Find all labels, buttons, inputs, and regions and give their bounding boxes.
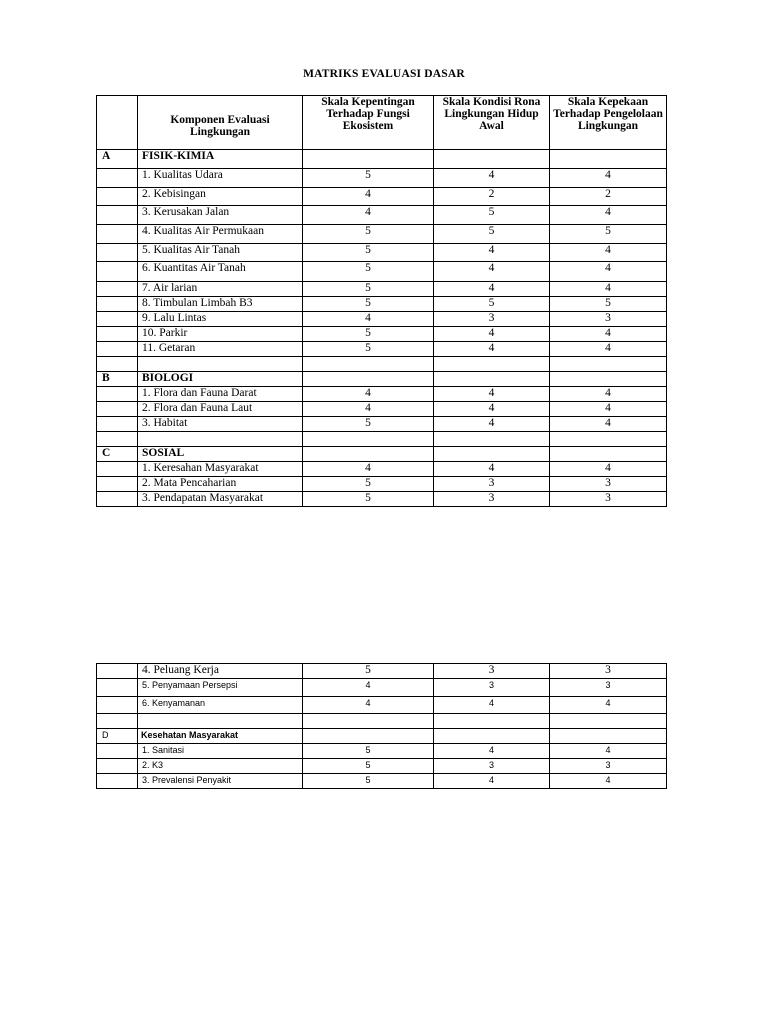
kepekaan-value: 4 [550,262,667,282]
kepekaan-value [550,372,667,387]
row-label: 2. Flora dan Fauna Laut [138,402,303,417]
table-row [97,206,667,225]
kondisi-value: 4 [434,402,550,417]
row-label: 2. K3 [138,759,303,774]
row-code [97,188,138,206]
row-code [97,297,138,312]
section-row [97,447,667,462]
kondisi-value [434,357,550,372]
row-label: 8. Timbulan Limbah B3 [138,297,303,312]
kondisi-value: 5 [434,225,550,244]
row-code [97,262,138,282]
row-label: 7. Air larian [138,282,303,297]
kepentingan-value: 4 [303,679,434,697]
row-label: 1. Keresahan Masyarakat [138,462,303,477]
kepentingan-value: 5 [303,297,434,312]
row-code [97,664,138,679]
kondisi-value: 4 [434,387,550,402]
row-code [97,225,138,244]
row-label: 6. Kuantitas Air Tanah [138,262,303,282]
kepekaan-value [550,729,667,744]
kepentingan-value: 5 [303,327,434,342]
header-komponen: Komponen Evaluasi Lingkungan [138,96,303,150]
evaluation-matrix-table-continued [96,663,667,789]
table-row [97,342,667,357]
blank-row [97,357,667,372]
row-code: C [97,447,138,462]
row-label: 11. Getaran [138,342,303,357]
kepekaan-value [550,714,667,729]
kondisi-value [434,447,550,462]
table-row [97,492,667,507]
kondisi-value: 3 [434,312,550,327]
kepentingan-value: 4 [303,462,434,477]
kepentingan-value: 5 [303,244,434,262]
table-row [97,679,667,697]
row-label: 1. Kualitas Udara [138,169,303,188]
row-code [97,492,138,507]
table-row [97,225,667,244]
row-label: 3. Prevalensi Penyakit [138,774,303,789]
row-label [138,714,303,729]
kepekaan-value: 3 [550,492,667,507]
evaluation-matrix-table [96,95,667,507]
row-code [97,312,138,327]
row-code [97,282,138,297]
kepentingan-value: 5 [303,262,434,282]
kepentingan-value: 4 [303,387,434,402]
row-label: 10. Parkir [138,327,303,342]
row-label: 3. Kerusakan Jalan [138,206,303,225]
table-row [97,387,667,402]
blank-row [97,432,667,447]
row-label: 3. Pendapatan Masyarakat [138,492,303,507]
row-label [138,357,303,372]
kepekaan-value: 3 [550,477,667,492]
section-row [97,372,667,387]
kondisi-value: 4 [434,282,550,297]
table-row [97,297,667,312]
table-row [97,744,667,759]
row-label: 6. Kenyamanan [138,697,303,714]
kondisi-value: 4 [434,774,550,789]
kepentingan-value: 5 [303,225,434,244]
table-row [97,282,667,297]
row-code [97,206,138,225]
kepentingan-value: 5 [303,664,434,679]
kepekaan-value: 3 [550,312,667,327]
row-label: 1. Flora dan Fauna Darat [138,387,303,402]
kepekaan-value [550,357,667,372]
kepentingan-value [303,372,434,387]
kepentingan-value: 5 [303,342,434,357]
kondisi-value: 4 [434,697,550,714]
row-code [97,432,138,447]
row-code [97,342,138,357]
table-row [97,477,667,492]
kepekaan-value: 4 [550,206,667,225]
kepentingan-value: 4 [303,697,434,714]
kondisi-value [434,729,550,744]
row-code [97,417,138,432]
kondisi-value: 4 [434,244,550,262]
kondisi-value [434,432,550,447]
section-row [97,729,667,744]
table-row [97,664,667,679]
header-row [97,96,667,150]
kepentingan-value: 5 [303,282,434,297]
kondisi-value: 4 [434,169,550,188]
row-label: BIOLOGI [138,372,303,387]
blank-row [97,714,667,729]
kondisi-value [434,714,550,729]
kepentingan-value: 5 [303,417,434,432]
kepekaan-value: 4 [550,774,667,789]
header-kondisi: Skala Kondisi Rona Lingkungan Hidup Awal [434,96,550,150]
kondisi-value: 3 [434,477,550,492]
kepekaan-value: 3 [550,679,667,697]
row-code: B [97,372,138,387]
kepekaan-value: 4 [550,327,667,342]
kepentingan-value [303,357,434,372]
kepentingan-value [303,729,434,744]
kondisi-value: 4 [434,262,550,282]
row-label: 3. Habitat [138,417,303,432]
kepekaan-value: 4 [550,244,667,262]
kondisi-value: 3 [434,679,550,697]
kepekaan-value: 4 [550,169,667,188]
kepekaan-value [550,150,667,169]
row-label [138,432,303,447]
row-code [97,744,138,759]
table-row [97,697,667,714]
kepentingan-value [303,432,434,447]
row-code [97,327,138,342]
row-label: 9. Lalu Lintas [138,312,303,327]
kondisi-value [434,150,550,169]
row-code [97,774,138,789]
kepekaan-value: 4 [550,282,667,297]
row-code [97,697,138,714]
row-code [97,714,138,729]
kondisi-value: 3 [434,492,550,507]
row-code: D [97,729,138,744]
kondisi-value: 4 [434,744,550,759]
row-label: 1. Sanitasi [138,744,303,759]
header-code [97,96,138,150]
kepekaan-value: 4 [550,402,667,417]
kepentingan-value: 5 [303,774,434,789]
row-label: Kesehatan Masyarakat [138,729,303,744]
table-row [97,244,667,262]
kondisi-value: 4 [434,417,550,432]
kepentingan-value: 5 [303,492,434,507]
row-label: 5. Penyamaan Persepsi [138,679,303,697]
kepentingan-value: 4 [303,402,434,417]
kondisi-value: 5 [434,297,550,312]
kondisi-value: 4 [434,462,550,477]
section-row [97,150,667,169]
table-row [97,327,667,342]
kondisi-value: 3 [434,664,550,679]
kepekaan-value: 4 [550,462,667,477]
kepentingan-value [303,714,434,729]
row-code [97,244,138,262]
kepekaan-value: 2 [550,188,667,206]
table-row [97,462,667,477]
table-row [97,312,667,327]
kepentingan-value: 4 [303,188,434,206]
row-code [97,477,138,492]
row-label: SOSIAL [138,447,303,462]
row-label: 4. Kualitas Air Permukaan [138,225,303,244]
row-code [97,462,138,477]
table-row [97,169,667,188]
kondisi-value: 5 [434,206,550,225]
table-row [97,402,667,417]
kepentingan-value: 4 [303,206,434,225]
row-code [97,759,138,774]
kepekaan-value: 4 [550,417,667,432]
kepekaan-value: 4 [550,387,667,402]
kepentingan-value: 5 [303,759,434,774]
table-row [97,262,667,282]
header-kepentingan: Skala Kepentingan Terhadap Fungsi Ekosistem [303,96,434,150]
kepekaan-value [550,432,667,447]
row-label: 2. Mata Pencaharian [138,477,303,492]
kondisi-value: 3 [434,759,550,774]
kepentingan-value [303,447,434,462]
row-code [97,402,138,417]
table-row [97,417,667,432]
kepentingan-value [303,150,434,169]
row-label: FISIK-KIMIA [138,150,303,169]
kepekaan-value: 3 [550,664,667,679]
row-code [97,679,138,697]
kondisi-value: 4 [434,327,550,342]
kepekaan-value: 3 [550,759,667,774]
row-label: 5. Kualitas Air Tanah [138,244,303,262]
kepentingan-value: 5 [303,169,434,188]
kepentingan-value: 5 [303,477,434,492]
row-code [97,357,138,372]
header-kepekaan: Skala Kepekaan Terhadap Pengelolaan Lingkungan [550,96,667,150]
row-code [97,169,138,188]
row-label: 4. Peluang Kerja [138,664,303,679]
table-row [97,759,667,774]
table-row [97,188,667,206]
kepentingan-value: 4 [303,312,434,327]
kondisi-value [434,372,550,387]
kepekaan-value [550,447,667,462]
row-label: 2. Kebisingan [138,188,303,206]
kondisi-value: 4 [434,342,550,357]
kepentingan-value: 5 [303,744,434,759]
document-title: MATRIKS EVALUASI DASAR [303,68,465,80]
kepekaan-value: 4 [550,697,667,714]
kepekaan-value: 5 [550,297,667,312]
row-code: A [97,150,138,169]
kondisi-value: 2 [434,188,550,206]
table-row [97,774,667,789]
row-code [97,387,138,402]
kepekaan-value: 4 [550,744,667,759]
kepekaan-value: 5 [550,225,667,244]
kepekaan-value: 4 [550,342,667,357]
